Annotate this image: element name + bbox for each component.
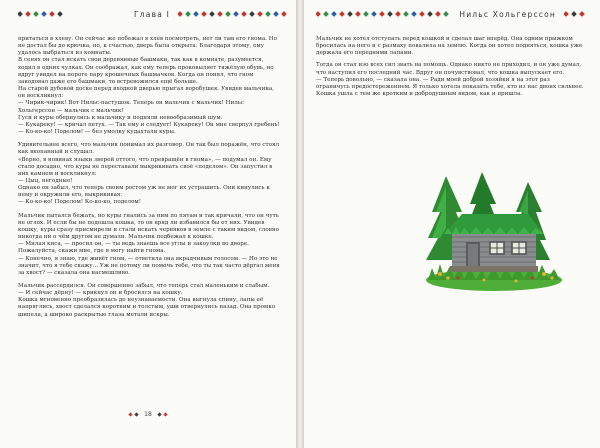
right-body-text [316,36,584,98]
paragraph: Удивительнее всего, что мальчик понимал их разговор. Он так был поражён, что стоял как вкопанный и слушал. [18,142,280,156]
paragraph: Мальчик рассердился. Он совершенно забыл, что теперь стал маленьким и слабым. [18,283,270,289]
left-running-header [18,6,286,22]
paragraph: В сенях он стал искать свои деревянные башмаки, так как в комнате, разумеется, ходил в одних чулках. Он соображал, как ему теперь проковыляет тяжёлую обувь, но вдруг увидел на пороге пару крошечных башмачков. Когда он понял, что гном закодовал даже его башмаки, то встревожился ещё больше. [18,57,274,85]
page-footer [0,408,296,420]
paragraph: «Верно, в новинах языки зверей оттого, что превращён в гнома», — подумал он. Ему стало досадно, что куры не переставали выкрикивать своё «поделом». Он запустил в них камнем и воскликнул: [18,156,273,177]
header-ornament-right-a [316,11,451,17]
book-title: Нильс Хольгерссон [459,9,556,19]
house-with-trees-illustration [424,168,564,296]
paragraph: Гуси и куры обернулись к мальчику и подняли невообразимый шум. [18,114,223,121]
paragraph: Мальчик пытался бежать, но куры гнались за ним по пятам и так кричали, что он чуть не оглох. И если бы не подошла кошка, то он вряд ли избавился бы от них. Увидев кошку, куры сразу присмирели и стали искать червяков в земле с таким видом, словно никогда ни о чём другом не думали. Мальчик подбежал к кошке. [18,212,280,241]
left-body-text [18,36,280,319]
left-page [0,0,296,448]
paragraph: — Конечно, я знаю, где живёт гном, — ответила она вкрадчивым голосом. — Но это не значит, что я тебе скажу... Уж не потому ли помочь тебе, что ты так часто дёргал меня за хвост? — сказала она насмешливо. [18,255,280,276]
page-number: 18 [144,410,152,418]
paragraph: Кошка мгновенно преобразилась до неузнаваемости. Она выгнула спину, лапы её напряглись, хвост сделался коротким и толстым, уши отвернулись назад. Она промко шипела, а широко раскрытые глаза метали искры. [18,297,276,318]
paragraph: — Теперь довольно, — сказала она. — Ради моей доброй хозяйки я на этот раз ограничусь предостережением. Я только хотела показать тебе, кто из нас двоих сильнее. [316,76,584,90]
book-gutter [296,0,304,448]
paragraph: Однако он забыл, что теперь своим ростом уж не мог их устрашить. Они кинулись к нему и окружили его, выкрикивая: [18,185,270,199]
right-running-header [316,6,586,22]
header-ornament-left-a [18,11,126,17]
header-ornament-left-b [178,11,286,17]
paragraph: — Ко-ко-ко! Поделом! — без умолку кудахтали куры. [18,129,176,136]
paragraph: — Милая киса, — просил он, — ты ведь знаешь все углы и закоулки во дворе. Пожалуйста, скажи мне, где я могу найти гнома. [18,241,249,255]
right-page [304,0,600,448]
paragraph: Кошка ушла с тем же кротким и добродушным видом, как и пришла. [316,91,523,98]
paragraph: Мальчик не хотел отступать перед кошкой и сделал шаг вперёд. Она одним прыжком бросилась на него и с размаху повалила на землю. Когда он хотел подняться, кошка уже держала его передними лапами. [316,36,583,57]
paragraph: — Ко-ко-ко! Поделом! Ко-ко-ко, поделом! [18,199,142,206]
header-ornament-right-b [564,11,586,17]
paragraph: На старой дубовой доске перед входной дверью прыгал воробушек. Увидев мальчика, он воскликнул: [18,86,275,100]
paragraph: притаться в хлеву. Он сейчас же побежал в хлев посмотреть, нет ли там его гнома. Но не достал бы до крючка, но, к счастью, дверь была открыта. Благодаря этому, ему удалось выбраться из комнаты. [18,36,277,57]
chapter-title: Глава I [134,9,170,19]
paragraph: — Цыц, негодные! [18,177,73,184]
paragraph: Тогда он стал изо всех сил звать на помощь. Однако никто не приходил, и он уже думал, что наступил его последний час. Вдруг он почувствовал, что кошка выпускает его. [316,62,582,76]
paragraph: — И сейчас дёрну! — крикнул он и бросился на кошку. [18,290,183,297]
paragraph: — Чирик-чирик! Вот Нильс-пастушок. Теперь он мальчик с мальчик! Нильс Хольгерссон — мальчик с мальчик! [18,100,244,114]
paragraph: — Кукареку! — кричал петух. — Так ему и следует! Кукареку! Он мне сверпул гребень! [18,121,280,128]
